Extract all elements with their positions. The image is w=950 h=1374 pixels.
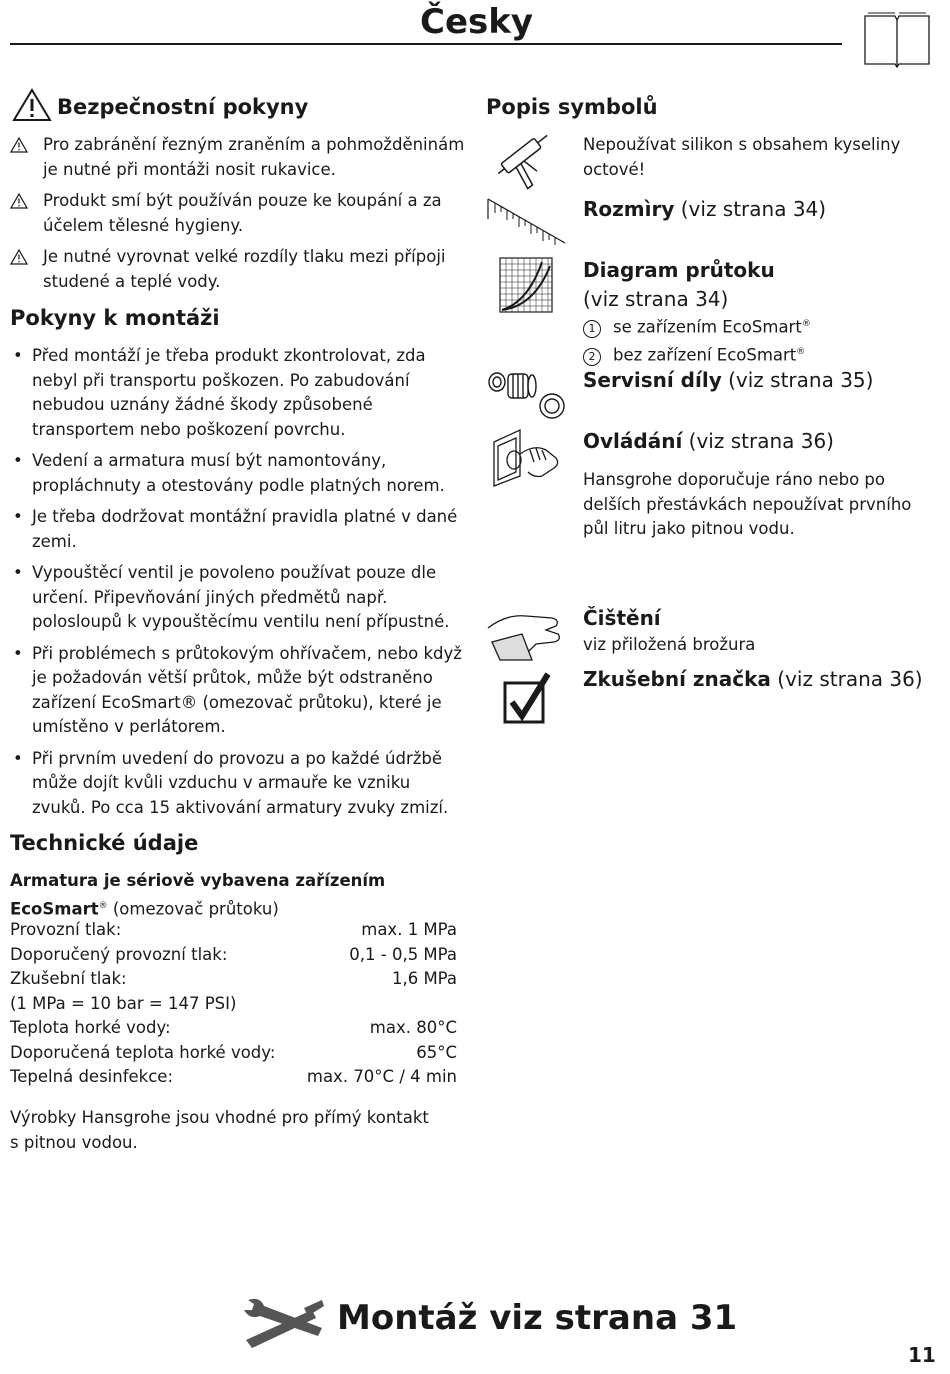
dimensions-label: Rozmìry — [583, 197, 675, 221]
technical-intro — [10, 869, 420, 922]
silicone-gun-icon — [492, 125, 562, 195]
safety-item — [10, 189, 465, 238]
flow-item-text: bez zařízení EcoSmart — [613, 345, 797, 365]
operation-line — [583, 427, 834, 456]
spec-label: Provozní tlak: — [10, 920, 122, 939]
safety-heading: Bezpečnostní pokyny — [57, 95, 309, 119]
test-mark-label: Zkušební značka — [583, 667, 771, 691]
spare-parts-line — [583, 366, 873, 395]
spec-row — [10, 992, 457, 1017]
mounting-item: • Je třeba dodržovat montážní pravidla platné v dané zemi. — [10, 505, 465, 554]
test-mark-ref: (viz strana 36) — [770, 667, 923, 691]
operation-label: Ovládání — [583, 429, 683, 453]
mounting-heading: Pokyny k montáži — [10, 306, 220, 330]
safety-item-text: Pro zabránění řezným zraněním a pohmožděninám je nutné při montáži nosit rukavice. — [43, 135, 465, 179]
spec-value: max. 70°C / 4 min — [306, 1067, 457, 1086]
registered-mark: ® — [98, 900, 108, 911]
spare-parts-label: Servisní díly — [583, 368, 722, 392]
flow-heading — [583, 256, 775, 285]
spec-label: Zkušební tlak: — [10, 969, 127, 988]
page-title: Česky — [420, 2, 534, 42]
safety-item — [10, 245, 465, 294]
operation-text: Hansgrohe doporučuje ráno nebo po delších přestávkách nepoužívat prvního půl litru jako pitnou vodu. — [583, 470, 912, 538]
spec-label: (1 MPa = 10 bar = 147 PSI) — [10, 993, 237, 1013]
spare-parts-icon — [486, 364, 568, 420]
warning-icon — [12, 88, 52, 122]
number-circle: 1 — [583, 320, 601, 338]
technical-intro-bold: Armatura je sériově vybavena zařízením EcoSmart — [10, 871, 386, 918]
technical-intro-rest: (omezovač průtoku) — [107, 899, 279, 918]
assembly-reference: Montáž viz strana 31 — [337, 1298, 738, 1338]
safety-item — [10, 133, 465, 182]
spec-value: max. 1 MPa — [361, 920, 457, 939]
spec-row — [10, 1016, 457, 1041]
test-mark-line — [583, 665, 923, 694]
spec-row — [10, 943, 457, 968]
book-icon — [862, 12, 932, 68]
technical-table — [10, 918, 457, 1090]
mounting-item: • Při problémech s průtokovým ohřívačem, nebo když je požadován větší průtok, může být odstraněno zařízení EcoSmart® (omezovač průtoku), které je umístěno v perlátorem. — [10, 642, 465, 740]
spec-label: Tepelná desinfekce: — [10, 1067, 174, 1086]
checkmark-icon — [500, 670, 552, 726]
safety-item-text: Je nutné vyrovnat velké rozdíly tlaku mezi přípoji studené a teplé vody. — [43, 247, 446, 291]
ruler-icon — [485, 195, 569, 245]
cleaning-text: viz přiložená brožura — [583, 635, 756, 654]
spec-row — [10, 918, 457, 943]
flow-diagram-icon — [498, 256, 554, 314]
warning-icon — [10, 137, 28, 153]
spec-label: Doporučená teplota horké vody: — [10, 1042, 276, 1062]
spec-row — [10, 1065, 457, 1090]
mounting-list — [10, 344, 465, 827]
spec-value: max. 80°C — [369, 1018, 457, 1037]
safety-list — [10, 133, 465, 301]
flow-list — [583, 312, 811, 368]
dimensions-line — [583, 195, 826, 224]
cleaning-hand-icon — [486, 604, 564, 662]
warning-icon — [10, 249, 28, 265]
symbols-heading: Popis symbolů — [486, 95, 658, 119]
flow-label: Diagram průtoku — [583, 258, 775, 282]
registered-mark: ® — [801, 319, 811, 329]
silicone-text: Nepoužívat silikon s obsahem kyseliny octové! — [583, 135, 901, 179]
spec-value: 65°C — [416, 1042, 457, 1062]
spec-value: 0,1 - 0,5 MPa — [349, 944, 457, 964]
mounting-item: • Vypouštěcí ventil je povoleno používat pouze dle určení. Připevňování jiných předmětů např. polosloupů k vypouštěcímu ventilu není přípustné. — [10, 561, 465, 635]
safety-item-text: Produkt smí být používán pouze ke koupání a za účelem tělesné hygieny. — [43, 191, 442, 235]
operation-ref: (viz strana 36) — [682, 429, 834, 453]
header-rule — [10, 43, 842, 45]
cleaning-heading — [583, 604, 661, 633]
mounting-item: • Při prvním uvedení do provozu a po každé údržbě může dojít kvůli vzduchu v armauře ke vzniku zvuků. Po cca 15 aktivování armatury zvuky zmizí. — [10, 747, 465, 821]
spec-row — [10, 1041, 457, 1066]
flow-item — [583, 312, 811, 340]
cleaning-label: Čištění — [583, 606, 661, 630]
flow-item — [583, 340, 811, 368]
tools-icon — [242, 1296, 326, 1354]
hand-operation-icon — [490, 428, 562, 488]
technical-note: Výrobky Hansgrohe jsou vhodné pro přímý kontakt s pitnou vodou. — [10, 1108, 429, 1152]
spec-value: 1,6 MPa — [391, 969, 457, 988]
spec-label: Teplota horké vody: — [10, 1018, 171, 1037]
technical-heading: Technické údaje — [10, 831, 199, 855]
registered-mark: ® — [796, 347, 806, 357]
spec-row — [10, 967, 457, 992]
number-circle: 2 — [583, 348, 601, 366]
warning-icon — [10, 193, 28, 209]
page-number: 11 — [908, 1343, 936, 1367]
flow-ref: (viz strana 34) — [583, 287, 729, 311]
mounting-item: • Vedení a armatura musí být namontovány, propláchnuty a otestovány podle platných norem. — [10, 449, 465, 498]
mounting-item: • Před montáží je třeba produkt zkontrolovat, zda nebyl při transportu poškozen. Po zabudování nebudou uznány žádné škody způsobené transportem nebo poškození povrchu. — [10, 344, 465, 442]
dimensions-ref: (viz strana 34) — [674, 197, 827, 221]
spare-parts-ref: (viz strana 35) — [721, 368, 874, 392]
flow-item-text: se zařízením EcoSmart — [613, 317, 802, 337]
spec-label: Doporučený provozní tlak: — [10, 944, 228, 964]
